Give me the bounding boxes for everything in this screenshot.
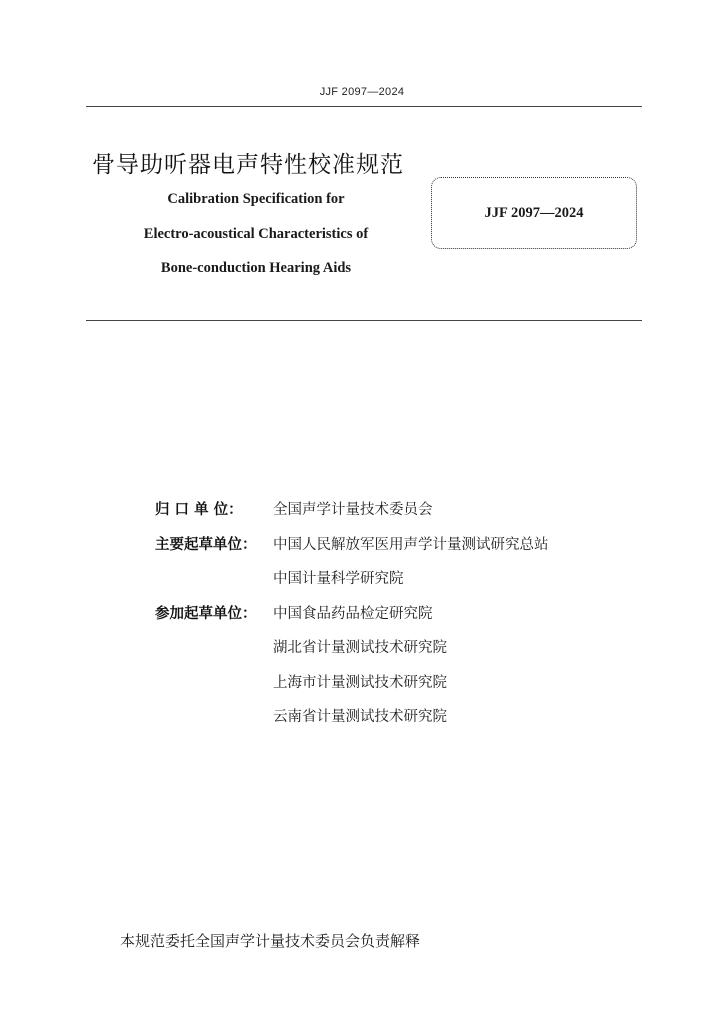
organizations-block [155, 498, 549, 740]
main-drafting-row-2 [155, 567, 549, 602]
participating-value: 湖北省计量测试技术研究院 [273, 640, 447, 656]
participating-value: 上海市计量测试技术研究院 [273, 674, 447, 691]
responsible-org-row [155, 498, 549, 533]
header-standard-code: JJF 2097—2024 [319, 86, 405, 98]
participating-row-4 [155, 705, 549, 740]
responsible-org-value: 全国声学计量技术委员会 [273, 502, 433, 518]
participating-row [155, 602, 549, 637]
participating-value: 云南省计量测试技术研究院 [273, 709, 447, 725]
standard-code: JJF 2097—2024 [484, 204, 584, 221]
top-divider [86, 106, 642, 107]
standard-code-box [431, 177, 637, 249]
title-english-line-1: Calibration Specification for [167, 191, 345, 207]
bottom-divider [86, 320, 642, 321]
title-english-line-2: Electro-acoustical Characteristics of [143, 226, 369, 242]
participating-value: 中国食品药品检定研究院 [273, 605, 433, 622]
title-chinese: 骨导助听器电声特性校准规范 [92, 152, 404, 178]
title-english-line-3: Bone-conduction Hearing Aids [160, 260, 352, 276]
responsible-org-label: 归 口 单 位： [155, 502, 243, 518]
main-drafting-row [155, 533, 549, 568]
main-drafting-value: 中国人民解放军医用声学计量测试研究总站 [273, 536, 549, 553]
interpretation-note: 本规范委托全国声学计量技术委员会负责解释 [120, 932, 421, 950]
main-drafting-value: 中国计量科学研究院 [273, 571, 404, 587]
participating-label: 参加起草单位： [155, 605, 257, 622]
participating-row-3 [155, 671, 549, 706]
participating-row-2 [155, 636, 549, 671]
main-drafting-label: 主要起草单位： [155, 536, 257, 553]
